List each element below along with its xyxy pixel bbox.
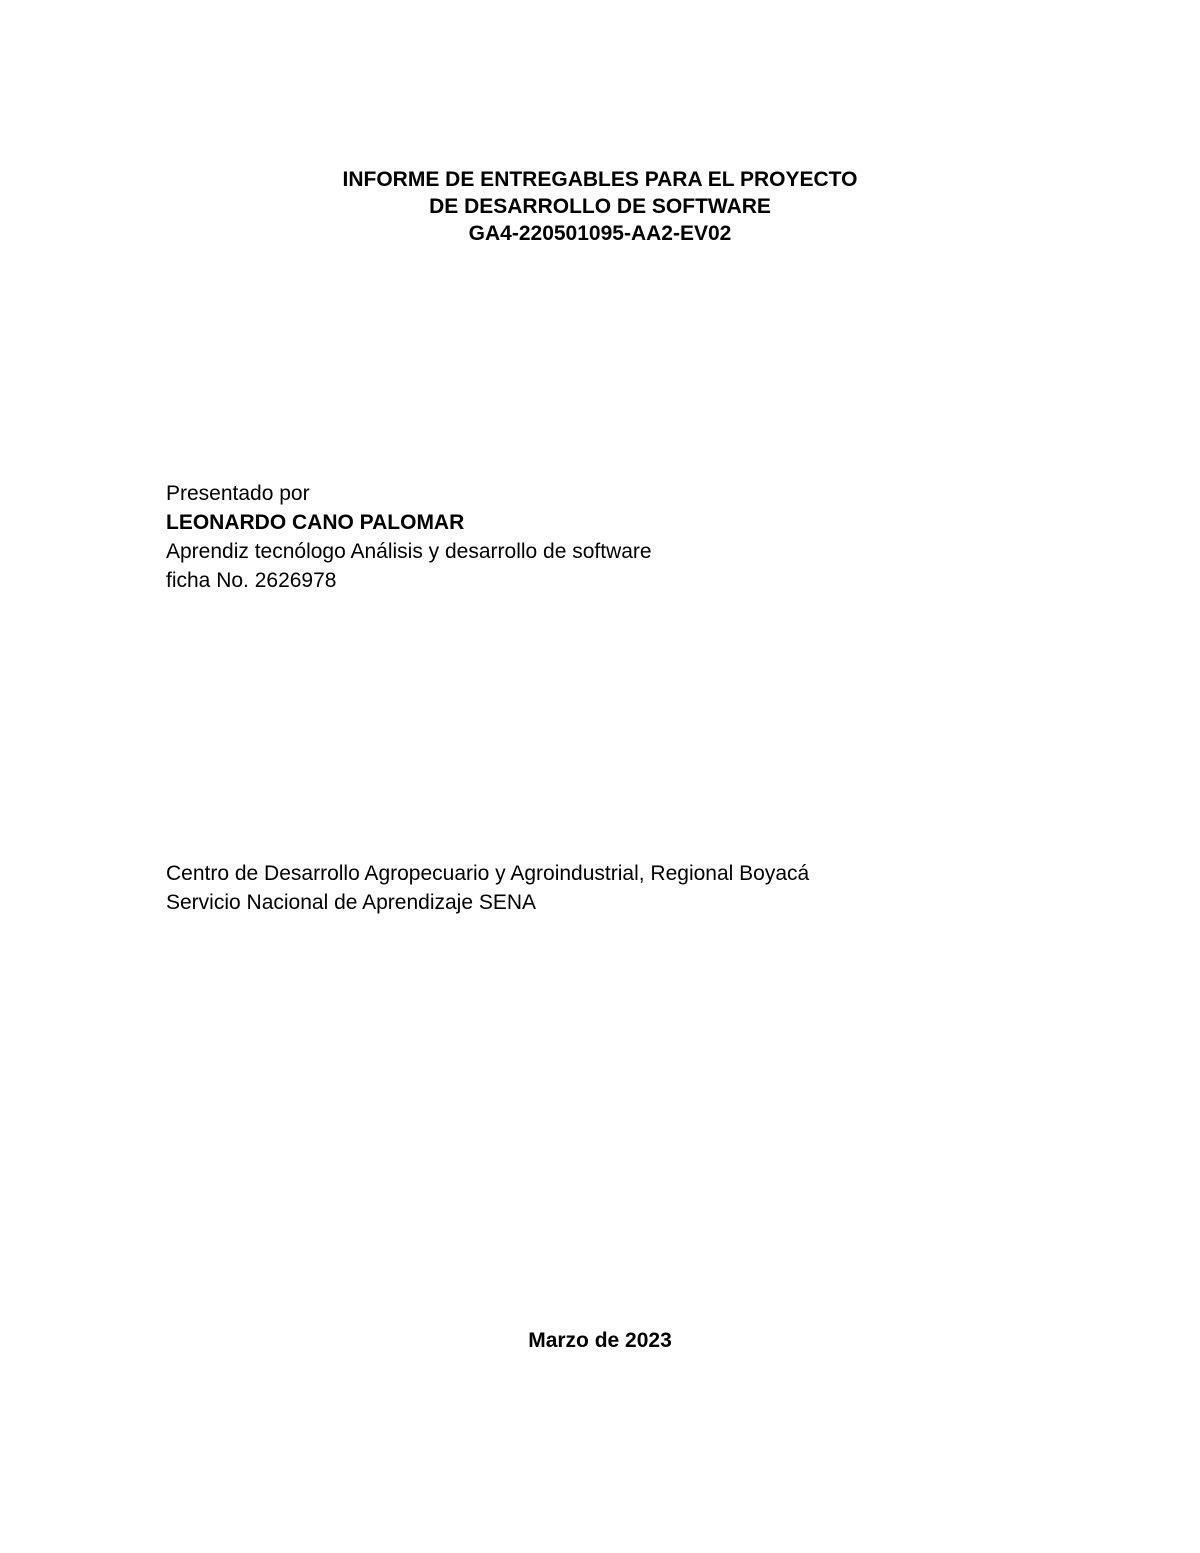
presenter-block [166,479,1066,595]
author-name: LEONARDO CANO PALOMAR [166,511,465,534]
title-line-1: INFORME DE ENTREGABLES PARA EL PROYECTO [342,168,858,191]
document-code: GA4-220501095-AA2-EV02 [468,222,732,245]
presented-by-label: Presentado por [166,482,310,505]
author-role: Aprendiz tecnólogo Análisis y desarrollo de software [166,540,652,563]
document-title [0,166,1200,247]
title-line-2: DE DESARROLLO DE SOFTWARE [429,195,771,218]
institution-name: Servicio Nacional de Aprendizaje SENA [166,891,537,914]
date-block [0,1326,1200,1355]
training-center: Centro de Desarrollo Agropecuario y Agroindustrial, Regional Boyacá [166,862,810,885]
institution-block [166,859,1066,917]
ficha-number: ficha No. 2626978 [166,569,337,592]
document-date: Marzo de 2023 [528,1329,672,1352]
